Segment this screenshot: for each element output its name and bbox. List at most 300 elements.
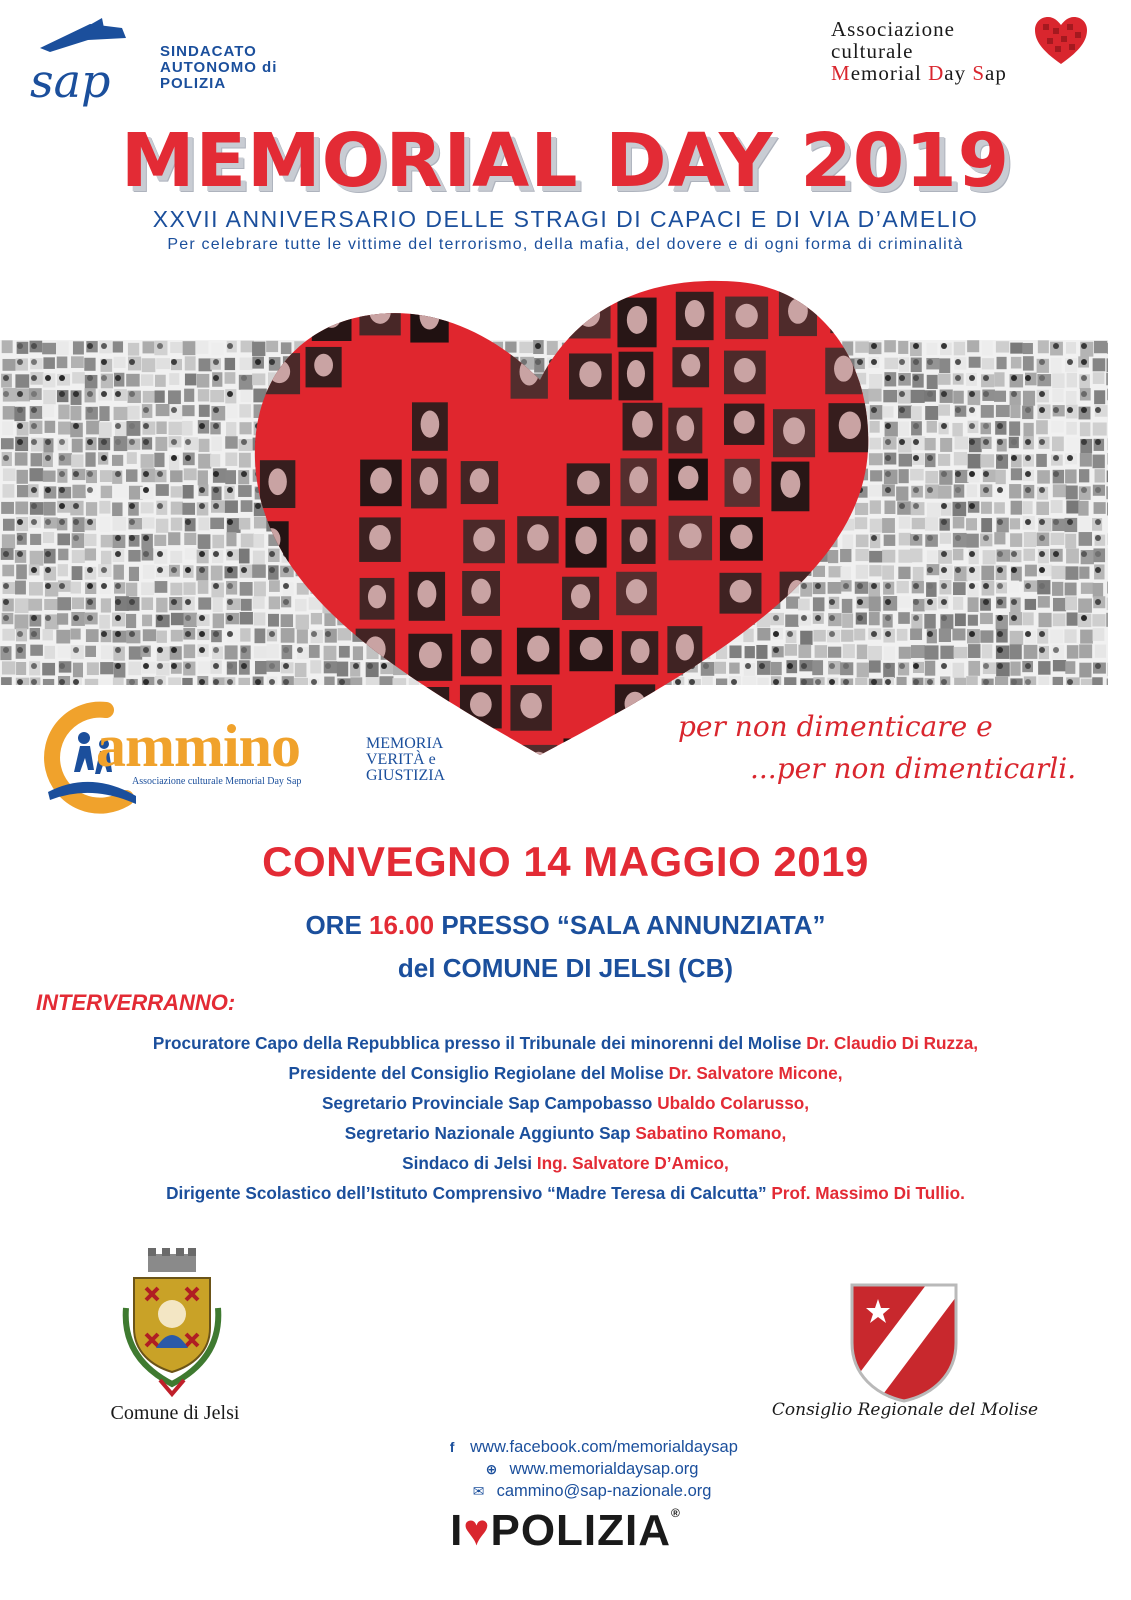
event-time-prefix: ORE xyxy=(305,910,370,940)
collage-photo xyxy=(72,372,85,383)
collage-photo xyxy=(953,391,964,404)
collage-face xyxy=(185,439,191,445)
collage-photo xyxy=(85,679,98,685)
collage-face xyxy=(87,343,93,349)
collage-photo xyxy=(171,630,183,642)
collage-photo xyxy=(1037,470,1050,483)
collage-photo xyxy=(142,517,155,528)
portrait-face xyxy=(268,468,286,495)
collage-photo xyxy=(15,502,28,515)
speaker-name: Sabatino Romano, xyxy=(635,1123,787,1143)
collage-face xyxy=(115,599,121,605)
portrait-face xyxy=(579,361,601,387)
collage-face xyxy=(129,535,135,541)
collage-photo xyxy=(99,679,111,685)
collage-photo xyxy=(912,518,926,529)
collage-face xyxy=(227,583,233,589)
collage-photo xyxy=(182,421,193,436)
anniversary-subtitle: XXVII ANNIVERSARIO DELLE STRAGI DI CAPACI E DI VIA D’AMELIO xyxy=(152,206,979,232)
collage-face xyxy=(73,471,79,477)
collage-photo xyxy=(43,357,55,369)
portrait-face xyxy=(626,579,647,603)
collage-photo xyxy=(1052,437,1064,452)
collage-face xyxy=(1095,567,1101,573)
facebook-url[interactable]: www.facebook.com/memorialdaysap xyxy=(470,1438,738,1456)
portrait-tile xyxy=(780,572,814,621)
collage-face xyxy=(1039,439,1045,445)
collage-photo xyxy=(73,341,84,354)
collage-photo xyxy=(212,535,224,548)
portrait-face xyxy=(627,360,645,387)
collage-photo xyxy=(58,405,69,420)
portrait-face xyxy=(734,411,755,434)
collage-photo xyxy=(101,486,112,498)
collage-face xyxy=(213,551,219,557)
collage-photo xyxy=(1036,502,1049,515)
collage-face xyxy=(899,503,905,509)
collage-photo xyxy=(1094,502,1106,514)
collage-face xyxy=(17,535,23,541)
collage-face xyxy=(31,375,37,381)
collage-photo xyxy=(1067,373,1077,388)
collage-face xyxy=(941,599,947,605)
portrait-face xyxy=(369,525,391,550)
globe-icon: ⊕ xyxy=(485,1461,498,1477)
collage-photo xyxy=(141,454,154,468)
collage-face xyxy=(1095,535,1101,541)
collage-face xyxy=(59,455,65,461)
collage-photo xyxy=(57,613,68,624)
collage-face xyxy=(59,663,65,669)
collage-photo xyxy=(227,404,238,418)
collage-photo xyxy=(927,503,941,518)
collage-face xyxy=(997,439,1003,445)
portrait-face xyxy=(471,579,491,604)
facebook-link[interactable] xyxy=(380,1436,800,1458)
collage-face xyxy=(185,663,191,669)
collage-photo xyxy=(1078,598,1092,612)
collage-face xyxy=(115,535,121,541)
collage-photo xyxy=(884,470,898,485)
collage-photo xyxy=(1065,661,1075,674)
collage-photo xyxy=(184,533,196,545)
collage-photo xyxy=(899,533,911,546)
collage-photo xyxy=(129,646,142,659)
collage-photo xyxy=(1052,566,1066,579)
collage-face xyxy=(31,487,37,493)
collage-face xyxy=(983,663,989,669)
collage-face xyxy=(199,503,205,509)
collage-face xyxy=(1053,407,1059,413)
collage-face xyxy=(129,599,135,605)
collage-photo xyxy=(16,564,27,579)
collage-face xyxy=(101,439,107,445)
collage-photo xyxy=(198,389,209,401)
collage-face xyxy=(143,551,149,557)
collage-photo xyxy=(939,565,952,579)
association-line3: Memorial Day Sap xyxy=(831,61,1007,85)
collage-photo xyxy=(1009,484,1021,498)
speaker-row xyxy=(0,1058,1131,1088)
collage-photo xyxy=(953,582,966,595)
collage-photo xyxy=(882,565,894,579)
collage-photo xyxy=(981,502,992,514)
collage-face xyxy=(913,503,919,509)
collage-face xyxy=(927,391,933,397)
collage-photo xyxy=(86,421,99,435)
portrait-face xyxy=(630,527,648,552)
collage-photo xyxy=(85,452,95,466)
collage-face xyxy=(1039,631,1045,637)
collage-photo xyxy=(1038,661,1050,675)
collage-face xyxy=(969,391,975,397)
collage-photo xyxy=(1052,389,1063,402)
portrait-face xyxy=(735,304,757,328)
collage-photo xyxy=(196,341,208,354)
collage-face xyxy=(157,343,163,349)
collage-photo xyxy=(184,644,195,658)
collage-face xyxy=(31,423,37,429)
i-love-polizia-logo xyxy=(0,1506,1131,1556)
collage-face xyxy=(983,599,989,605)
collage-photo xyxy=(884,535,896,546)
collage-photo xyxy=(183,582,195,595)
collage-photo xyxy=(1080,517,1091,530)
collage-photo xyxy=(1080,422,1090,436)
collage-photo xyxy=(994,532,1005,544)
collage-photo xyxy=(1079,644,1092,658)
collage-photo xyxy=(1107,470,1108,482)
speaker-name: Dr. Salvatore Micone, xyxy=(668,1063,843,1083)
collage-photo xyxy=(1051,500,1063,513)
collage-photo xyxy=(16,662,26,675)
portrait-face xyxy=(471,638,492,664)
collage-face xyxy=(969,423,975,429)
collage-face xyxy=(73,535,79,541)
collage-photo xyxy=(997,357,1007,369)
collage-photo xyxy=(1107,389,1108,401)
collage-photo xyxy=(157,631,167,643)
collage-photo xyxy=(882,550,895,563)
collage-face xyxy=(87,567,93,573)
collage-face xyxy=(17,407,23,413)
collage-photo xyxy=(966,518,977,530)
collage-face xyxy=(115,551,121,557)
collage-face xyxy=(17,439,23,445)
collage-photo xyxy=(884,501,895,514)
collage-photo xyxy=(1067,612,1078,625)
cammino-tag: GIUSTIZIA xyxy=(366,767,446,784)
collage-face xyxy=(87,599,93,605)
collage-face xyxy=(199,679,205,685)
collage-face xyxy=(31,359,37,365)
collage-photo xyxy=(1079,532,1092,546)
collage-face xyxy=(885,471,891,477)
collage-face xyxy=(913,583,919,589)
collage-face xyxy=(87,407,93,413)
collage-photo xyxy=(225,358,235,370)
collage-photo xyxy=(2,359,15,371)
collage-face xyxy=(227,551,233,557)
collage-face xyxy=(73,615,79,621)
portrait-face xyxy=(834,356,853,382)
collage-photo xyxy=(3,519,15,531)
collage-photo xyxy=(911,406,922,420)
sap-logo xyxy=(30,18,290,110)
collage-face xyxy=(1081,615,1087,621)
collage-face xyxy=(1039,375,1045,381)
collage-face xyxy=(955,471,961,477)
collage-face xyxy=(1081,359,1087,365)
collage-photo xyxy=(1053,677,1063,685)
collage-photo xyxy=(884,646,895,660)
collage-photo xyxy=(1011,357,1021,369)
collage-face xyxy=(213,679,219,685)
collage-photo xyxy=(84,358,95,371)
website-link[interactable] xyxy=(380,1458,800,1480)
collage-photo xyxy=(967,340,979,352)
memorial-heart xyxy=(240,270,880,760)
collage-face xyxy=(1081,343,1087,349)
collage-face xyxy=(101,343,107,349)
collage-face xyxy=(17,647,23,653)
speaker-row xyxy=(0,1148,1131,1178)
page-title: MEMORIAL DAY 2019 xyxy=(120,118,1011,204)
collage-photo xyxy=(143,341,155,353)
collage-face xyxy=(45,439,51,445)
collage-photo xyxy=(1106,613,1108,627)
collage-face xyxy=(1025,631,1031,637)
collage-photo xyxy=(198,581,209,594)
portrait-face xyxy=(263,528,281,551)
collage-photo xyxy=(225,645,238,659)
collage-photo xyxy=(171,502,183,515)
collage-photo xyxy=(198,534,211,549)
portrait-face xyxy=(527,524,549,550)
collage-photo xyxy=(910,469,923,481)
collage-photo xyxy=(1039,613,1052,627)
collage-photo xyxy=(170,583,182,596)
collage-photo xyxy=(199,439,210,452)
portrait-face xyxy=(260,585,282,611)
event-time xyxy=(0,910,1131,941)
collage-photo xyxy=(996,645,1009,658)
collage-photo xyxy=(213,597,223,612)
collage-face xyxy=(129,423,135,429)
sap-name-line1: SINDACATO xyxy=(160,43,257,60)
collage-photo xyxy=(1051,358,1062,373)
collage-photo xyxy=(43,629,53,640)
collage-face xyxy=(129,519,135,525)
collage-face xyxy=(143,471,149,477)
collage-face xyxy=(143,423,149,429)
collage-face xyxy=(1025,455,1031,461)
collage-face xyxy=(199,615,205,621)
portrait-face xyxy=(476,754,496,760)
collage-photo xyxy=(899,454,912,467)
speaker-row xyxy=(0,1088,1131,1118)
collage-photo xyxy=(1011,501,1022,515)
collage-photo xyxy=(72,566,83,580)
contacts xyxy=(380,1436,800,1502)
collage-face xyxy=(17,359,23,365)
collage-photo xyxy=(70,406,81,420)
collage-face xyxy=(171,567,177,573)
portrait-tile xyxy=(250,578,293,624)
cammino-logo xyxy=(36,700,466,815)
portrait-face xyxy=(788,298,808,323)
collage-photo xyxy=(1,677,12,685)
celebration-subtitle: Per celebrare tutte le vittime del terrorismo, della mafia, del dovere e di ogni forma di criminalità xyxy=(167,236,964,253)
collage-photo xyxy=(127,406,139,420)
portrait-face xyxy=(676,415,694,441)
collage-photo xyxy=(155,437,167,451)
collage-face xyxy=(941,343,947,349)
collage-photo xyxy=(981,405,994,418)
association-line2: culturale xyxy=(831,39,914,63)
jelsi-coat-of-arms xyxy=(112,1248,232,1398)
collage-face xyxy=(997,519,1003,525)
collage-photo xyxy=(996,470,1006,484)
website-url[interactable]: www.memorialdaysap.org xyxy=(509,1460,699,1478)
collage-face xyxy=(969,503,975,509)
collage-face xyxy=(969,631,975,637)
collage-face xyxy=(31,407,37,413)
collage-face xyxy=(3,647,9,653)
collage-photo xyxy=(1065,596,1077,610)
collage-photo xyxy=(126,374,139,387)
collage-face xyxy=(955,503,961,509)
collage-photo xyxy=(899,469,909,483)
collage-face xyxy=(171,663,177,669)
collage-face xyxy=(885,679,891,685)
collage-photo xyxy=(953,517,965,529)
collage-photo xyxy=(1038,596,1050,608)
collage-face xyxy=(87,519,93,525)
collage-photo xyxy=(1051,533,1065,545)
collage-photo xyxy=(968,644,980,658)
collage-photo xyxy=(981,518,992,532)
collage-photo xyxy=(99,615,110,629)
collage-face xyxy=(199,551,205,557)
collage-photo xyxy=(168,532,180,545)
collage-face xyxy=(1067,407,1073,413)
collage-face xyxy=(1011,615,1017,621)
collage-photo xyxy=(1093,372,1105,384)
portrait-face xyxy=(370,467,392,493)
collage-photo xyxy=(128,343,139,356)
collage-photo xyxy=(954,647,968,658)
collage-photo xyxy=(967,484,977,497)
collage-photo xyxy=(112,502,122,516)
collage-face xyxy=(227,615,233,621)
collage-face xyxy=(59,391,65,397)
association-name xyxy=(831,18,1007,84)
collage-photo xyxy=(141,582,154,595)
portrait-tile xyxy=(567,295,611,338)
collage-photo xyxy=(1079,469,1089,482)
collage-photo xyxy=(2,340,13,353)
collage-face xyxy=(157,663,163,669)
collage-photo xyxy=(71,582,81,594)
collage-face xyxy=(983,423,989,429)
portrait-tile xyxy=(356,629,395,675)
collage-photo xyxy=(156,421,166,434)
portrait-face xyxy=(625,692,646,716)
collage-photo xyxy=(198,454,211,469)
collage-photo xyxy=(1051,421,1064,433)
collage-face xyxy=(885,663,891,669)
collage-photo xyxy=(938,454,950,466)
collage-face xyxy=(129,359,135,365)
collage-photo xyxy=(44,502,56,516)
collage-photo xyxy=(170,406,183,420)
collage-face xyxy=(1025,471,1031,477)
speaker-row xyxy=(0,1178,1131,1208)
collage-face xyxy=(31,615,37,621)
portrait-face xyxy=(470,468,489,492)
email-link[interactable] xyxy=(380,1480,800,1502)
collage-photo xyxy=(910,549,922,563)
collage-photo xyxy=(940,646,953,659)
portrait-face xyxy=(679,523,702,548)
speaker-row xyxy=(0,1118,1131,1148)
collage-photo xyxy=(114,407,128,420)
collage-photo xyxy=(1010,518,1020,529)
collage-photo xyxy=(129,567,139,581)
collage-face xyxy=(199,567,205,573)
collage-photo xyxy=(198,661,210,673)
collage-photo xyxy=(1010,631,1023,645)
collage-face xyxy=(101,631,107,637)
collage-face xyxy=(17,391,23,397)
sap-mark-text: sap xyxy=(30,54,111,108)
speaker-role: Segretario Nazionale Aggiunto Sap xyxy=(344,1123,636,1143)
portrait-face xyxy=(365,636,386,661)
collage-face xyxy=(1025,375,1031,381)
collage-face xyxy=(1011,439,1017,445)
collage-photo xyxy=(1107,582,1108,594)
collage-photo xyxy=(17,485,29,497)
email-address[interactable]: cammino@sap-nazionale.org xyxy=(496,1482,712,1500)
collage-face xyxy=(1039,647,1045,653)
collage-face xyxy=(227,679,233,685)
collage-face xyxy=(955,487,961,493)
collage-face xyxy=(1081,407,1087,413)
collage-face xyxy=(157,567,163,573)
collage-photo xyxy=(911,390,925,403)
portrait-face xyxy=(520,358,539,385)
collage-face xyxy=(171,359,177,365)
collage-photo xyxy=(1038,340,1049,353)
portrait-tile xyxy=(830,293,866,334)
heart-icon xyxy=(240,270,880,760)
collage-face xyxy=(1095,599,1101,605)
portrait-face xyxy=(730,525,752,549)
collage-face xyxy=(1025,583,1031,589)
collage-face xyxy=(983,391,989,397)
collage-photo xyxy=(113,517,127,531)
collage-photo xyxy=(1107,502,1108,515)
collage-face xyxy=(885,439,891,445)
collage-photo xyxy=(199,405,210,417)
collage-photo xyxy=(1094,341,1107,353)
collage-photo xyxy=(29,582,43,595)
collage-face xyxy=(17,519,23,525)
collage-face xyxy=(59,519,65,525)
collage-photo xyxy=(3,406,15,419)
collage-photo xyxy=(171,486,182,497)
